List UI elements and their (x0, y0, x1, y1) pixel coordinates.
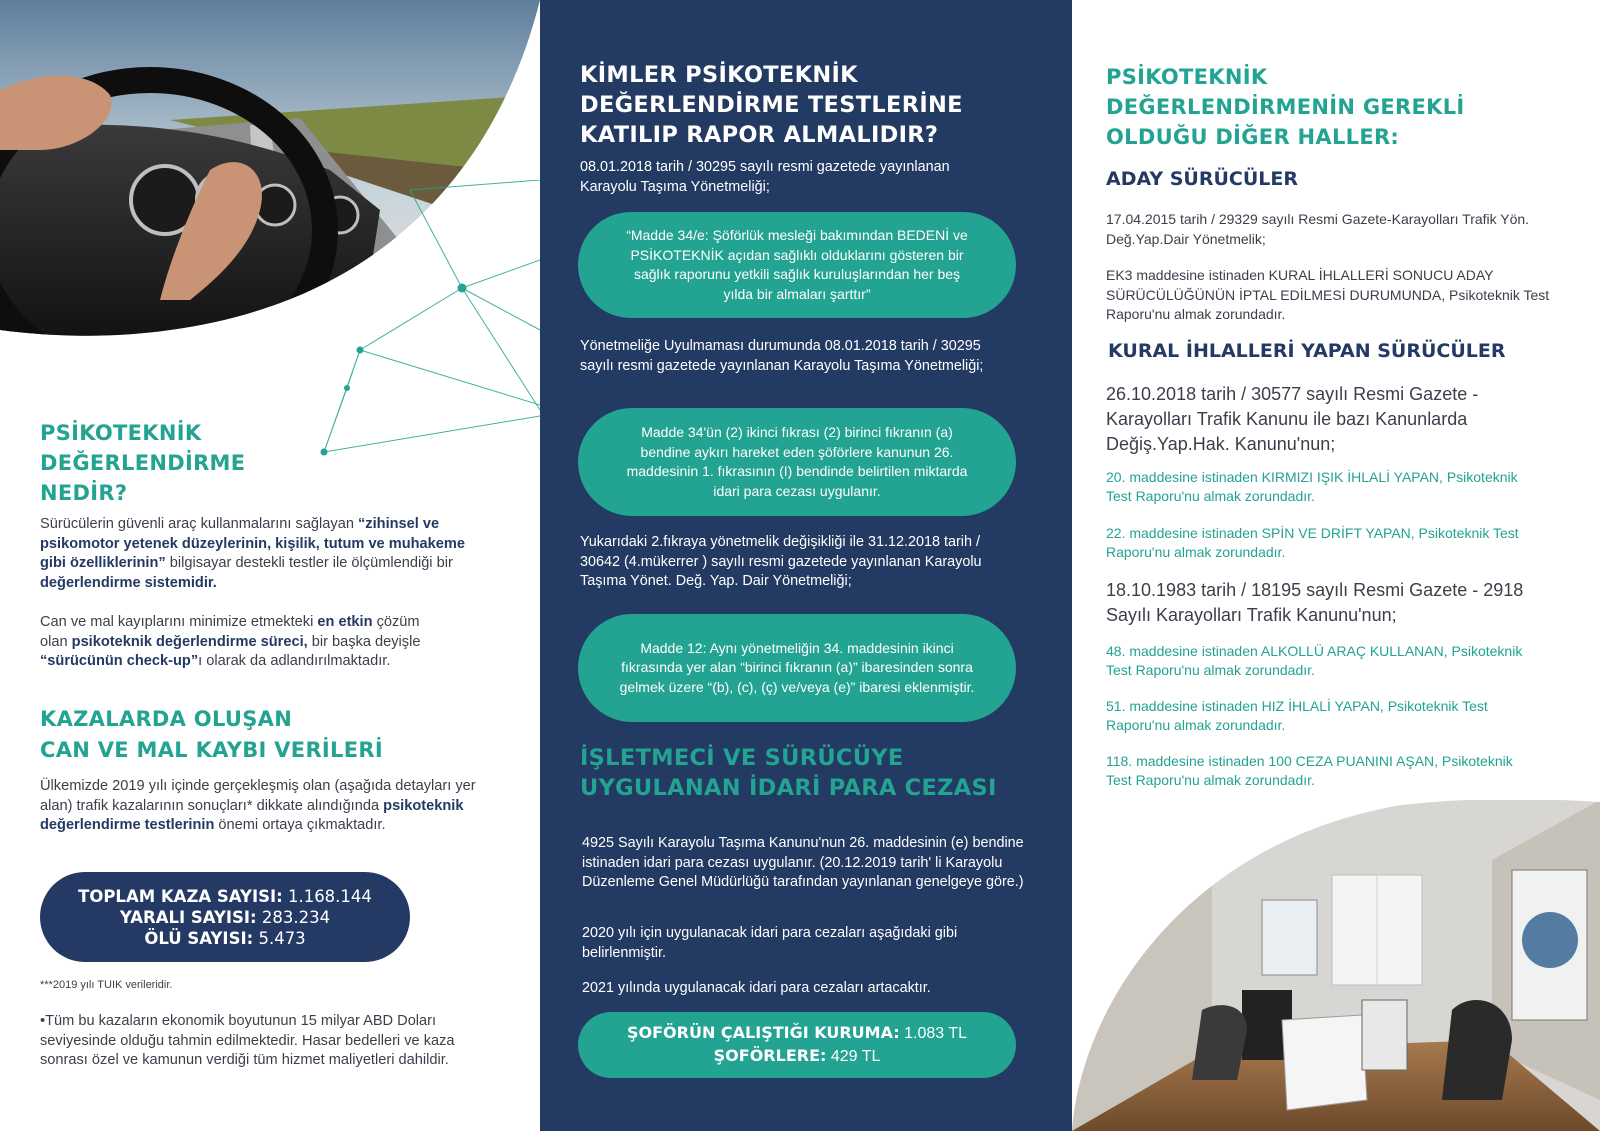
fine-drivers: ŞOFÖRLERE: 429 TL (713, 1046, 881, 1065)
amendment-paragraph: Yukarıdaki 2.fıkraya yönetmelik değişikliği ile 31.12.2018 tarih / 30642 (4.mükerrer ) sayılı resmi gazetede yayınlanan Karayolu Taşıma Yönet. Değ. Yap. Dair Yönetmeliği; (580, 534, 982, 589)
candidate-regulation: 17.04.2015 tarih / 29329 sayılı Resmi Gazete-Karayolları Trafik Yön. Değ.Yap.Dair Yönetmelik; (1106, 211, 1530, 247)
kaza-paragraph: Ülkemizde 2019 yılı içinde gerçekleşmiş olan (aşağıda detayları yer alan) trafik kazalarının sonuçları* dikkate alındığında psikoteknik değerlendirme testlerinin önemi ortaya çıkmaktadır. (40, 778, 476, 833)
who-should-test-title: KİMLER PSİKOTEKNİK DEĞERLENDİRME TESTLERİNE KATILIP RAPOR ALMALIDIR? (580, 62, 963, 148)
stat-total-accidents: TOPLAM KAZA SAYISI: 1.168.144 (78, 886, 372, 906)
item-spin-drift: 22. maddesine istinaden SPİN VE DRİFT YAPAN, Psikoteknik Test Raporu'nu almak zorundadır. (1106, 525, 1519, 560)
item-red-light: 20. maddesine istinaden KIRMIZI IŞIK İHLALİ YAPAN, Psikoteknik Test Raporu'nu almak zorundadır. (1106, 469, 1518, 504)
network-lines-decoration (300, 180, 540, 480)
network-node (321, 449, 328, 456)
tuik-footnote: ***2019 yılı TUIK verileridir. (40, 979, 173, 991)
economic-note: •Tüm bu kazaların ekonomik boyutunun 15 milyar ABD Doları seviyesinde olduğu tahmin edilmektedir. Hasar bedelleri ve kaza sonrası özel ve kamunun verdiği tüm hizmet maliyetleri dahildir. (40, 1013, 455, 1068)
kaza-title: KAZALARDA OLUŞAN CAN VE MAL KAYBI VERİLERİ (40, 707, 383, 762)
accident-stats-pill (40, 872, 410, 962)
fine-title: İŞLETMECİ VE SÜRÜCÜYE UYGULANAN İDARİ PARA CEZASI (580, 745, 997, 801)
fine-law-paragraph: 4925 Sayılı Karayolu Taşıma Kanunu'nun 26. maddesinin (e) bendine istinaden idari para cezası uygulanır. (20.12.2019 tarih' li Karayolu Düzenleme Genel Müdürlüğü tarafından yayınlanan genelgeye göre.) (582, 835, 1024, 890)
nedir-title: PSİKOTEKNİK DEĞERLENDİRME NEDİR? (40, 421, 246, 505)
candidate-rule: EK3 maddesine istinaden KURAL İHLALLERİ SONUCU ADAY SÜRÜCÜLÜĞÜNÜN İPTAL EDİLMESİ DURUMUNDA, Psikoteknik Test Raporu'nu almak zorundadır. (1106, 267, 1550, 322)
fine-amount-pill (578, 1012, 1016, 1078)
network-node (357, 347, 364, 354)
fine-2021-paragraph: 2021 yılında uygulanacak idari para cezaları artacaktır. (582, 980, 931, 996)
nedir-paragraph-2: Can ve mal kayıplarını minimize etmekteki en etkin çözüm olan psikoteknik değerlendirme süreci, bir başka deyişle “sürücünün check-up”ı olarak da adlandırılmaktadır. (40, 614, 421, 669)
other-cases-title: PSİKOTEKNİK DEĞERLENDİRMENİN GEREKLİ OLDUĞU DİĞER HALLER: (1106, 65, 1465, 149)
article-12-pill: Madde 12: Aynı yönetmeliğin 34. maddesinin ikinci fıkrasında yer alan “birinci fıkranın (a)” ibaresinden sonra gelmek üzere “(b), (c), (ç) ve/veya (e)” ibaresi eklenmiştir. (578, 614, 1016, 722)
item-speeding: 51. maddesine istinaden HIZ İHLALİ YAPAN, Psikoteknik Test Raporu'nu almak zorundadır. (1106, 698, 1488, 733)
network-node (458, 284, 467, 293)
stat-injured: YARALI SAYISI: 283.234 (119, 907, 331, 927)
regulation-intro: 08.01.2018 tarih / 30295 sayılı resmi gazetede yayınlanan Karayolu Taşıma Yönetmeliği; (580, 159, 950, 195)
law-2018: 26.10.2018 tarih / 30577 sayılı Resmi Gazete - Karayolları Trafik Kanunu ile bazı Kanunlarda Değiş.Yap.Hak. Kanunu'nun; (1106, 384, 1479, 454)
article-34-2-pill: Madde 34'ün (2) ikinci fıkrası (2) birinci fıkranın (a) bendine aykırı hareket eden şöförlere kanunun 26. maddesinin 1. fıkrasının (I) bendinde belirtilen miktarda idari para cezası uygulanır. (578, 408, 1016, 516)
non-compliance-paragraph: Yönetmeliğe Uyulmaması durumunda 08.01.2018 tarih / 30295 sayılı resmi gazetede yayınlanan Karayolu Taşıma Yönetmeliği; (580, 338, 984, 374)
nedir-paragraph-1: Sürücülerin güvenli araç kullanmalarını sağlayan “zihinsel ve psikomotor yetenek düzeylerinin, kişilik, tutum ve muhakeme gibi özelliklerinin” bilgisayar destekli testler ile ölçümlendiği bir değerlendirme sistemidir. (40, 516, 465, 591)
left-panel (0, 0, 540, 1131)
article-34e-pill: “Madde 34/e: Şöförlük mesleği bakımından BEDENİ ve PSİKOTEKNİK açıdan sağlıklı olduklarını gösteren bir sağlık raporunu yetkili sağlık kuruluşlarından her beş yılda bir almaları şarttır” (578, 212, 1016, 318)
item-penalty-points: 118. maddesine istinaden 100 CEZA PUANINI AŞAN, Psikoteknik Test Raporu'nu almak zorundadır. (1106, 753, 1513, 788)
test-room-photo (1072, 800, 1600, 1131)
nedir-section (40, 418, 245, 508)
candidate-drivers-title: ADAY SÜRÜCÜLER (1106, 168, 1298, 190)
item-alcohol: 48. maddesine istinaden ALKOLLÜ ARAÇ KULLANAN, Psikoteknik Test Raporu'nu almak zorundadır. (1106, 643, 1523, 678)
network-node (344, 385, 350, 391)
stat-deaths: ÖLÜ SAYISI: 5.473 (144, 928, 306, 948)
violating-drivers-title: KURAL İHLALLERİ YAPAN SÜRÜCÜLER (1108, 340, 1506, 362)
middle-panel (540, 0, 1072, 1131)
fine-2020-paragraph: 2020 yılı için uygulanacak idari para cezaları aşağıdaki gibi belirlenmiştir. (582, 925, 958, 961)
fine-institution: ŞOFÖRÜN ÇALIŞTIĞI KURUMA: 1.083 TL (627, 1023, 967, 1042)
law-1983: 18.10.1983 tarih / 18195 sayılı Resmi Gazete - 2918 Sayılı Karayolları Trafik Kanunu'nun; (1106, 580, 1524, 625)
